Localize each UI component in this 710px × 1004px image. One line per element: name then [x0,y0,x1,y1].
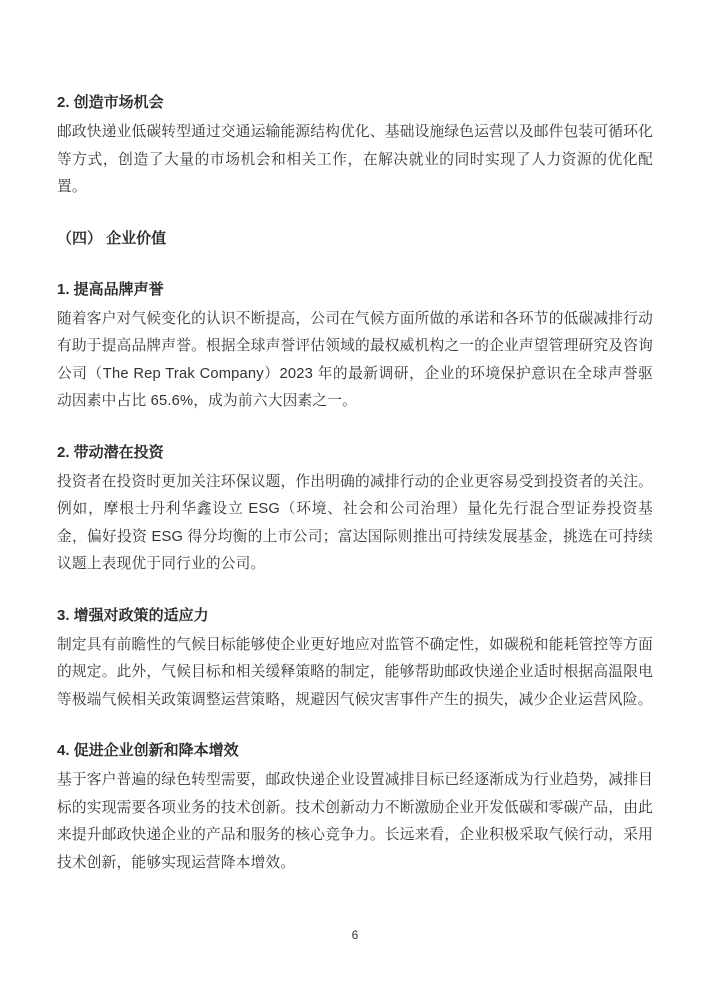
section-heading-market-opportunity: 2. 创造市场机会 [57,94,164,111]
section-heading-brand-reputation: 1. 提高品牌声誉 [57,280,164,298]
chapter-heading-enterprise-value: （四） 企业价值 [57,229,167,247]
section-heading-innovation-cost-efficiency: 4. 促进企业创新和降本增效 [57,742,239,759]
page-number: 6 [351,928,359,942]
section-heading-policy-adaptability: 3. 增强对政策的适应力 [57,606,209,624]
paragraph-innovation-cost-efficiency: 基于客户普遍的绿色转型需要，邮政快递企业设置减排目标已经逐渐成为行业趋势，减排目标的实现需要各项业务的技术创新。技术创新动力不断激励企业开发低碳和零碳产品，由此来提升邮政快递企业的产品和服务的核心竞争力。长远来看，企业积极采取气候行动，采用技术创新，能够实现运营降本增效。 [57,772,653,871]
paragraph-potential-investment: 投资者在投资时更加关注环保议题，作出明确的减排行动的企业更容易受到投资者的关注。例如，摩根士丹利华鑫设立 ESG（环境、社会和公司治理）量化先行混合型证券投资基金，偏好投资 ESG 得分均衡的上市公司；富达国际则推出可持续发展基金，挑选在可持续议题上表现优于同行业的公司。 [57,473,653,572]
paragraph-policy-adaptability: 制定具有前瞻性的气候目标能够使企业更好地应对监管不确定性，如碳税和能耗管控等方面的规定。此外，气候目标和相关缓释策略的制定，能够帮助邮政快递企业适时根据高温限电等极端气候相关政策调整运营策略，规避因气候灾害事件产生的损失，减少企业运营风险。 [57,636,653,708]
paragraph-market-opportunity: 邮政快递业低碳转型通过交通运输能源结构优化、基础设施绿色运营以及邮件包装可循环化等方式，创造了大量的市场机会和相关工作，在解决就业的同时实现了人力资源的优化配置。 [57,124,653,195]
section-heading-potential-investment: 2. 带动潜在投资 [57,443,164,461]
paragraph-brand-reputation: 随着客户对气候变化的认识不断提高，公司在气候方面所做的承诺和各环节的低碳减排行动有助于提高品牌声誉。根据全球声誉评估领域的最权威机构之一的企业声望管理研究及咨询公司（The Rep Trak Company）2023 年的最新调研，企业的环境保护意识在全球声誉驱动因素中占比 65.6%，成为前六大因素之一。 [57,310,653,409]
